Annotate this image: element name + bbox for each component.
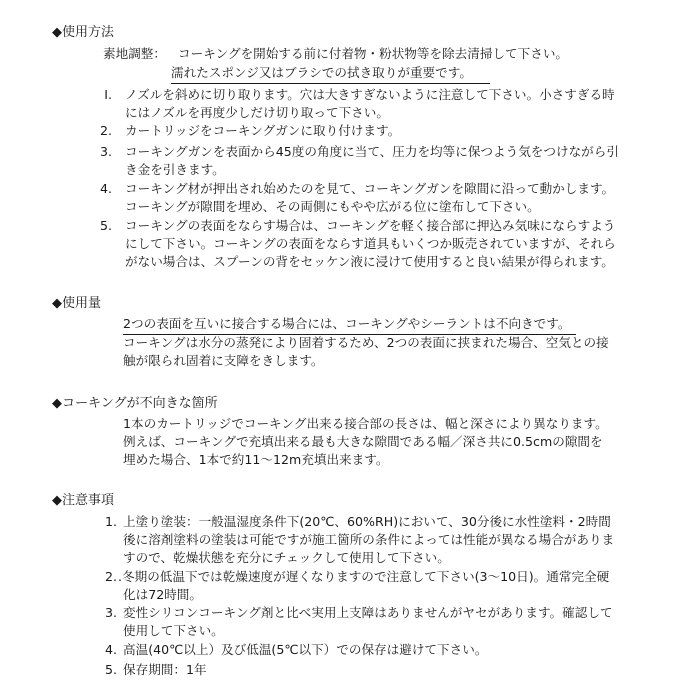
step-number: 5. [99,218,112,233]
note-text: 変性シリコンコーキング剤と比べ実用上支障はありませんがヤセがあります。確認して [123,605,613,620]
unsuitable-heading: ◆コーキングが不向きな箇所 [52,396,218,411]
note-number: 1. [104,514,117,529]
step-number: I. [104,87,112,102]
note-number: 2. [104,569,117,584]
note-text: 後に溶剤塗料の塗装は可能ですが施工箇所の条件によっては性能が異なる場合がありま [123,532,615,547]
step-text: コーキングガンを表面から45度の角度に当て、圧力を均等に保つよう気をつけながら引 [125,144,619,159]
step-number: 3. [99,144,112,159]
prep-label: 素地調整： [103,46,166,61]
unsuitable-line3: 埋めた場合、1本で約11〜12m充填出来ます。 [123,452,389,467]
note-text: 使用して下さい。 [123,623,224,638]
step-text: コーキング材が押出され始めたのを見て、コーキングガンを隙間に沿って動かします。 [125,181,615,196]
note-number: 3. [104,605,117,620]
note-text: すので、乾燥状態を充分にチェックして使用して下さい。 [123,550,450,565]
step-text: コーキングの表面をならす場合は、コーキングを軽く接合部に押込み気味にならすよう [125,218,616,233]
usage-heading: ◆使用方法 [52,25,114,40]
amount-heading: ◆使用量 [52,296,101,311]
amount-line2: コーキングは水分の蒸発により固着するため、2つの表面に挟まれた場合、空気との接 [123,335,609,350]
amount-line1: 2つの表面を互いに接合する場合には、コーキングやシーラントは不向きです。 [123,315,576,335]
step-number: 2. [99,123,112,138]
step-text: カートリッジをコーキングガンに取り付けます。 [125,123,401,138]
note-text: 保存期間：1年 [123,662,207,677]
unsuitable-line2: 例えば、コーキングで充填出来る最も大きな隙間である幅／深さ共に0.5cmの隙間を [123,434,603,449]
step-text: にして下さい。コーキングの表面をならす道具もいくつか販売されていますが、それら [125,236,616,251]
step-text: がない場合は、スプーンの背をセッケン液に浸けて使用すると良い結果が得られます。 [125,254,614,269]
note-text: 高温(40℃以上）及び低温(5℃以下）での保存は避けて下さい。 [123,642,488,657]
step-text: にはノズルを再度少しだけ切り取って下さい。 [125,105,389,120]
unsuitable-line1: 1本のカートリッジでコーキング出来る接合部の長さは、幅と深さにより異なります。 [123,416,608,431]
note-text: 化は72時間。 [123,587,202,602]
note-text: .冬期の低温下では乾燥速度が遅くなりますので注意して下さい(3〜10日)。通常完全硬 [118,569,610,584]
step-text: き金を引きます。 [125,162,225,177]
prep-text-line1: コーキングを開始する前に付着物・粉状物等を除去清掃して下さい。 [178,46,569,61]
note-number: 5. [104,662,117,677]
step-number: 4. [99,181,112,196]
step-text: ノズルを斜めに切り取ります。穴は大きすぎないように注意して下さい。小さすぎる時 [125,87,615,102]
notes-heading: ◆注意事項 [52,493,114,508]
note-text: 上塗り塗装：一般温湿度条件下(20℃、60%RH)において、30分後に水性塗料・2時間 [123,514,611,529]
prep-text-line2: 濡れたスポンジ又はブラシでの拭き取りが重要です。 [171,64,490,84]
step-text: コーキングが隙間を埋め、その両側にもやや広がる位に塗布して下さい。 [125,199,540,214]
note-number: 4. [104,642,117,657]
amount-line3: 触が限られ固着に支障をきします。 [123,353,324,368]
